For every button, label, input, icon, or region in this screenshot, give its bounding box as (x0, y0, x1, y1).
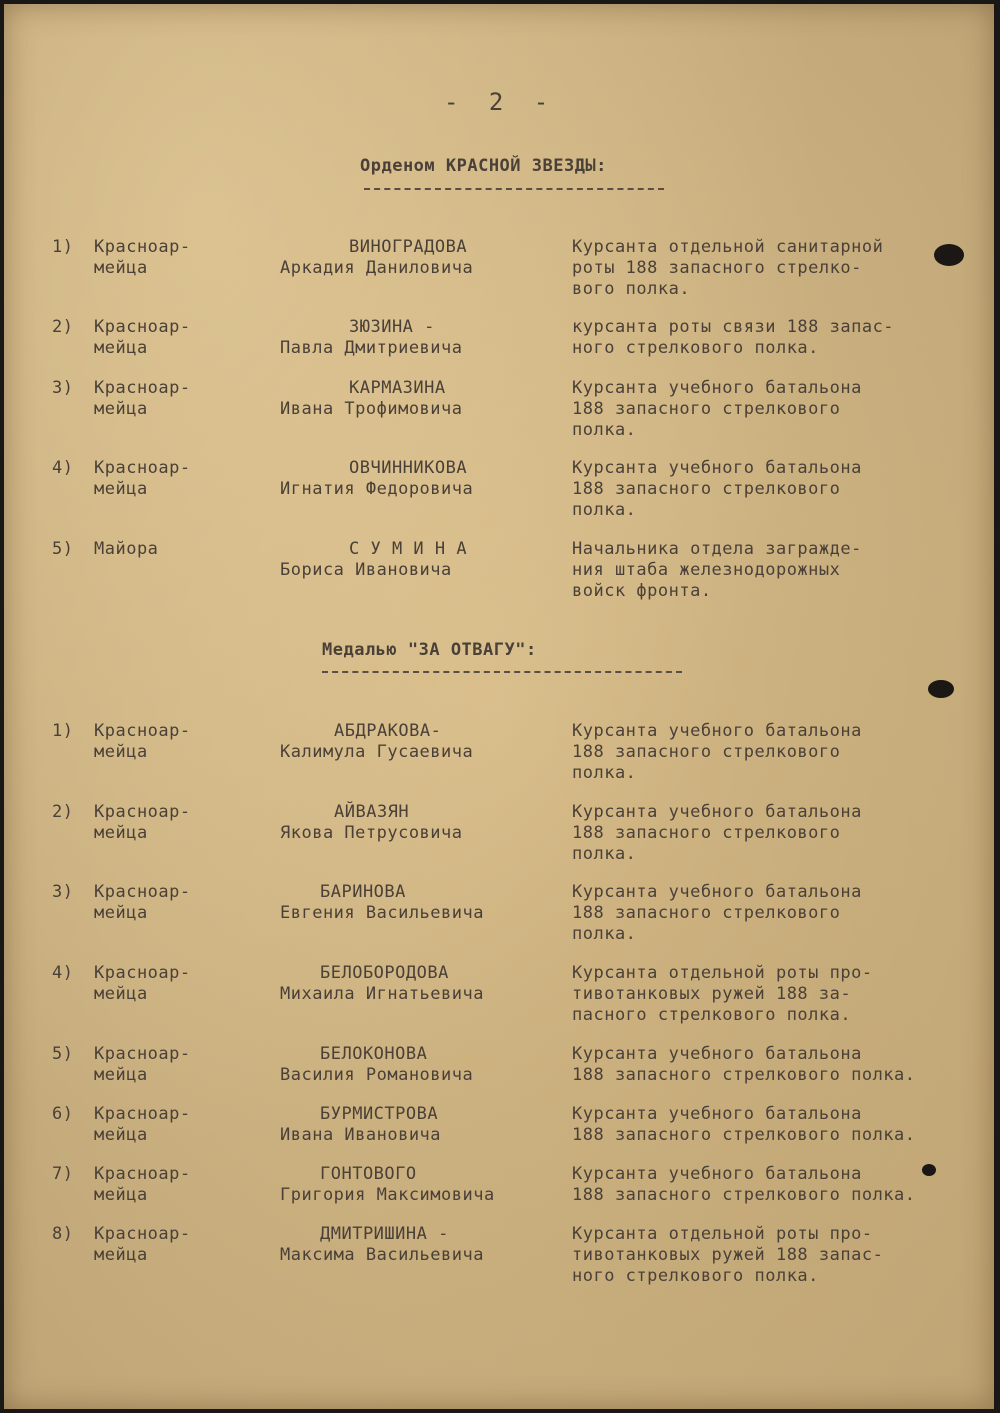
entry-surname: ВИНОГРАДОВА (349, 237, 468, 257)
entry-number: 1) (52, 237, 74, 257)
entry-number: 3) (52, 378, 74, 398)
entry-surname: АБДРАКОВА- (334, 721, 442, 741)
entry-number: 4) (52, 963, 74, 983)
entry-surname: БУРМИСТРОВА (320, 1104, 439, 1124)
entry-given-name: Евгения Васильевича (280, 903, 484, 923)
entry-surname: БЕЛОКОНОВА (320, 1044, 428, 1064)
entry-description: Курсанта учебного батальона 188 запасного стрелкового полка. (572, 1044, 916, 1085)
entry-surname: БЕЛОБОРОДОВА (320, 963, 449, 983)
entry-given-name: Ивана Трофимовича (280, 399, 463, 419)
entry-number: 1) (52, 721, 74, 741)
ink-blot (934, 244, 964, 266)
page-number: - 2 - (444, 88, 557, 116)
entry-description: Курсанта учебного батальона 188 запасного стрелкового полка. (572, 378, 862, 440)
entry-surname: КАРМАЗИНА (349, 378, 446, 398)
ink-blot (928, 680, 954, 698)
entry-given-name: Ивана Ивановича (280, 1125, 442, 1145)
entry-rank: Красноар- мейца (94, 317, 191, 358)
entry-number: 5) (52, 539, 74, 559)
section-heading-for-courage: Медалью "ЗА ОТВАГУ": (322, 640, 537, 660)
entry-description: курсанта роты связи 188 запас- ного стрелкового полка. (572, 317, 895, 358)
entry-number: 2) (52, 317, 74, 337)
entry-number: 3) (52, 882, 74, 902)
entry-surname: ЗЮЗИНА - (349, 317, 435, 337)
section-heading-red-star: Орденом КРАСНОЙ ЗВЕЗДЫ: (360, 156, 607, 176)
entry-description: Курсанта учебного батальона 188 запасного стрелкового полка. (572, 721, 862, 783)
entry-rank: Майора (94, 539, 159, 559)
entry-description: Курсанта учебного батальона 188 запасного стрелкового полка. (572, 458, 862, 520)
entry-description: Курсанта учебного батальона 188 запасного стрелкового полка. (572, 882, 862, 944)
entry-number: 8) (52, 1224, 74, 1244)
entry-surname: ГОНТОВОГО (320, 1164, 417, 1184)
heading-underline (364, 188, 664, 190)
entry-number: 5) (52, 1044, 74, 1064)
entry-given-name: Аркадия Даниловича (280, 258, 474, 278)
entry-rank: Красноар- мейца (94, 721, 191, 762)
entry-given-name: Калимула Гусаевича (280, 742, 474, 762)
entry-description: Курсанта отдельной санитарной роты 188 запасного стрелко- вого полка. (572, 237, 884, 299)
entry-description: Курсанта учебного батальона 188 запасного стрелкового полка. (572, 802, 862, 864)
entry-rank: Красноар- мейца (94, 1164, 191, 1205)
entry-surname: С У М И Н А (349, 539, 468, 559)
heading-underline (322, 671, 682, 673)
entry-rank: Красноар- мейца (94, 378, 191, 419)
entry-number: 6) (52, 1104, 74, 1124)
entry-given-name: Павла Дмитриевича (280, 338, 463, 358)
entry-rank: Красноар- мейца (94, 458, 191, 499)
entry-given-name: Бориса Ивановича (280, 560, 452, 580)
entry-description: Курсанта отдельной роты про- тивотанковых ружей 188 запас- ного стрелкового полка. (572, 1224, 884, 1286)
entry-number: 7) (52, 1164, 74, 1184)
entry-rank: Красноар- мейца (94, 1224, 191, 1265)
entry-surname: ДМИТРИШИНА - (320, 1224, 449, 1244)
entry-description: Курсанта учебного батальона 188 запасного стрелкового полка. (572, 1164, 916, 1205)
entry-given-name: Игнатия Федоровича (280, 479, 474, 499)
entry-surname: АЙВАЗЯН (334, 802, 410, 822)
entry-given-name: Григория Максимовича (280, 1185, 495, 1205)
entry-given-name: Якова Петрусовича (280, 823, 463, 843)
entry-rank: Красноар- мейца (94, 237, 191, 278)
entry-rank: Красноар- мейца (94, 802, 191, 843)
entry-surname: БАРИНОВА (320, 882, 406, 902)
entry-rank: Красноар- мейца (94, 1104, 191, 1145)
entry-number: 2) (52, 802, 74, 822)
ink-blot (922, 1164, 936, 1176)
document-page (4, 4, 994, 1409)
entry-given-name: Василия Романовича (280, 1065, 474, 1085)
entry-number: 4) (52, 458, 74, 478)
entry-surname: ОВЧИННИКОВА (349, 458, 468, 478)
entry-description: Курсанта учебного батальона 188 запасного стрелкового полка. (572, 1104, 916, 1145)
entry-description: Курсанта отдельной роты про- тивотанковых ружей 188 за- пасного стрелкового полка. (572, 963, 873, 1025)
entry-rank: Красноар- мейца (94, 1044, 191, 1085)
entry-rank: Красноар- мейца (94, 882, 191, 923)
entry-rank: Красноар- мейца (94, 963, 191, 1004)
entry-given-name: Михаила Игнатьевича (280, 984, 484, 1004)
entry-given-name: Максима Васильевича (280, 1245, 484, 1265)
entry-description: Начальника отдела заграждe- ния штаба железнодорожных войск фронта. (572, 539, 862, 601)
